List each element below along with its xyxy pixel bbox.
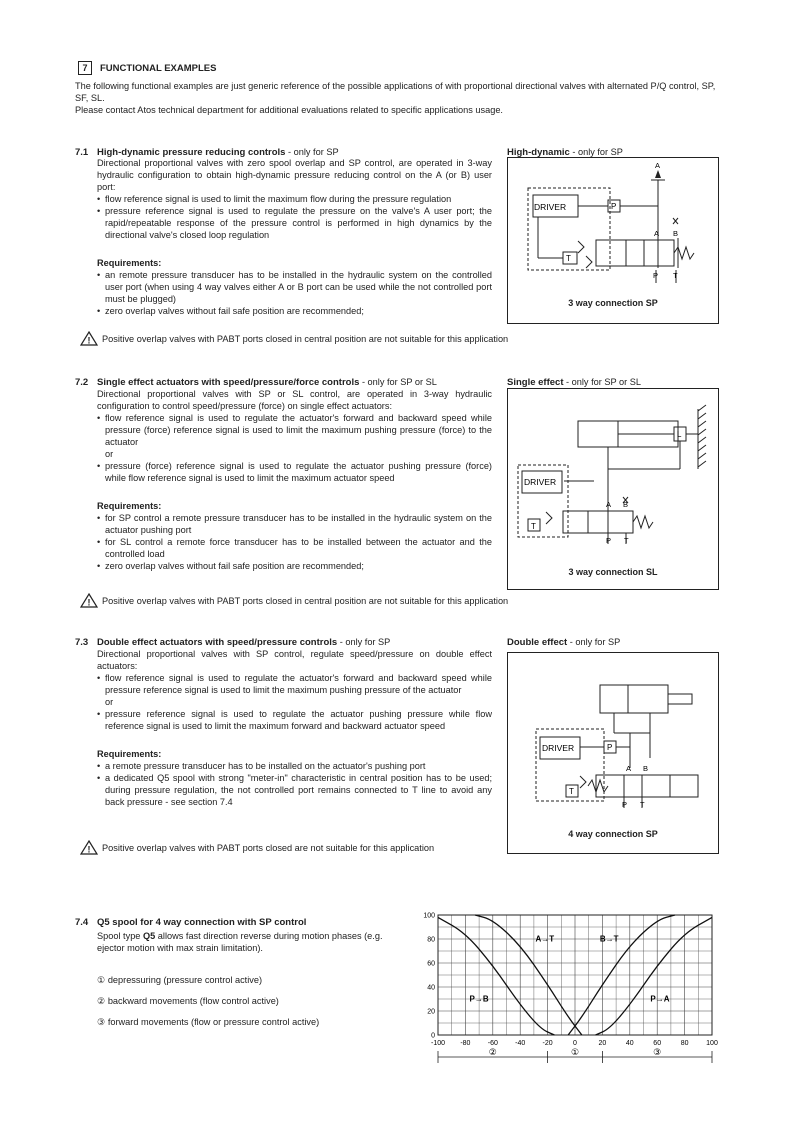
section-7-3-number: 7.3 xyxy=(75,637,89,648)
transducer-label: T xyxy=(566,254,571,263)
circled-number: ② xyxy=(97,996,106,1006)
x-tick-label: 20 xyxy=(598,1040,607,1047)
list-item: • pressure reference signal is used to regulate the pressure on the valve's A user port; the rapid/repeatable response of the pressure control is performed in high dynamics by the directional valve's closed loop regulation xyxy=(105,205,492,241)
section-7-1-body xyxy=(97,157,492,317)
figure-title: Single effect xyxy=(507,377,564,388)
x-tick-label: 40 xyxy=(625,1040,634,1047)
section-7-2-number: 7.2 xyxy=(75,377,89,388)
hydraulic-schematic-3way-sl xyxy=(508,389,718,589)
section-7-3-bullets-2 xyxy=(97,708,492,732)
section-7-4-number: 7.4 xyxy=(75,917,89,928)
section-7-2-title-suffix: - only for SP or SL xyxy=(359,377,437,387)
zone-label: ② xyxy=(488,1048,497,1058)
x-tick-label: 100 xyxy=(706,1040,718,1047)
list-item xyxy=(97,1016,387,1028)
section-7-2-warning xyxy=(80,593,508,608)
section-7-3-title: Double effect actuators with speed/pressure controls xyxy=(97,637,338,648)
figure-title: High-dynamic xyxy=(507,147,570,158)
port-t-label: T xyxy=(673,271,678,280)
port-b-label: B xyxy=(673,229,679,238)
port-t-label: T xyxy=(624,536,629,545)
figure-caption: 3 way connection SP xyxy=(568,298,658,308)
list-item xyxy=(97,974,387,986)
section-7-3-title-suffix: - only for SP xyxy=(337,637,391,647)
list-item: • flow reference signal is used to regulate the actuator's forward and backward speed while pressure reference signal is used to limit the maximum pushing pressure of the actuator xyxy=(105,672,492,696)
circled-number: ① xyxy=(97,975,106,985)
section-title: FUNCTIONAL EXAMPLES xyxy=(100,63,217,74)
port-a-top-label: A xyxy=(655,161,661,170)
transducer-label: T xyxy=(569,787,574,796)
list-item: • for SP control a remote pressure transducer has to be installed in the hydraulic system on the actuator pushing port xyxy=(105,512,492,536)
pressure-transducer-label: P xyxy=(611,202,617,211)
figure-title-suffix: - only for SP xyxy=(569,147,623,157)
list-item: • zero overlap valves without fail safe position are recommended; xyxy=(105,560,492,572)
svg-text:!: ! xyxy=(87,335,91,346)
list-item: • a remote pressure transducer has to be installed on the actuator's pushing port xyxy=(105,760,492,772)
list-item: • an remote pressure transducer has to be installed in the hydraulic system on the controlled user port (when using 4 way valves either A or B port can be used while the not controlled port must be plugged) xyxy=(105,269,492,305)
port-t-label: T xyxy=(640,800,645,809)
section-7-1-requirements xyxy=(97,269,492,317)
section-7-1-number: 7.1 xyxy=(75,147,89,158)
section-intro xyxy=(75,80,720,116)
x-tick-label: -100 xyxy=(430,1040,446,1047)
x-tick-label: -60 xyxy=(487,1040,498,1047)
section-7-2-bullets-2 xyxy=(97,460,492,484)
section-7-1-warning xyxy=(80,331,508,346)
annotation-label: P→B xyxy=(469,994,489,1004)
list-item xyxy=(97,995,387,1007)
section-header xyxy=(78,58,216,76)
figure-title-suffix: - only for SP or SL xyxy=(563,377,641,387)
section-7-3-warning xyxy=(80,840,434,855)
spool-type: Q5 xyxy=(142,931,156,941)
y-tick-label: 20 xyxy=(427,1008,435,1016)
para-pre: Spool type xyxy=(97,931,143,941)
svg-text:!: ! xyxy=(87,844,91,855)
x-tick-label: -40 xyxy=(515,1040,526,1047)
y-tick-label: 100 xyxy=(423,912,435,920)
port-a-label: A xyxy=(654,229,660,238)
port-b-label: B xyxy=(643,764,649,773)
x-tick-label: 60 xyxy=(653,1040,662,1047)
section-7-4-paragraph xyxy=(97,930,387,954)
annotation-label: B→T xyxy=(599,934,619,944)
x-tick-label: 0 xyxy=(573,1040,577,1047)
item-text: forward movements (flow or pressure control active) xyxy=(107,1017,320,1027)
section-7-3-paragraph: Directional proportional valves with SP control, regulate speed/pressure on double effect actuators: xyxy=(97,649,492,671)
warning-icon xyxy=(80,840,98,855)
list-item: • pressure (force) reference signal is used to regulate the actuator pushing pressure (force) while flow reference signal is used to limit the maximum actuator speed xyxy=(105,460,492,484)
port-p-label: P xyxy=(653,271,659,280)
y-tick-label: 60 xyxy=(427,960,435,968)
warning-text: Positive overlap valves with PABT ports closed in central position are not suitable for this application xyxy=(102,333,509,344)
port-p-label: P xyxy=(622,800,628,809)
figure-7-3-heading xyxy=(507,632,620,650)
item-text: depressuring (pressure control active) xyxy=(107,975,263,985)
section-7-1-title: High-dynamic pressure reducing controls xyxy=(97,147,286,158)
requirements-title: Requirements: xyxy=(97,258,162,268)
warning-icon xyxy=(80,593,98,608)
requirements-title: Requirements: xyxy=(97,501,162,511)
section-7-2-title: Single effect actuators with speed/pressure/force controls xyxy=(97,377,360,388)
section-7-2-paragraph: Directional proportional valves with SP or SL control, are operated in 3-way hydraulic configuration to control speed/pressure (force) on single effect actuators: xyxy=(97,389,492,411)
section-7-3-body xyxy=(97,648,492,808)
list-item: • a dedicated Q5 spool with strong "meter-in" characteristic in central position has to be used; during pressure regulation, the not controlled port remains connected to T line to avoid any back pressure - see section 7.4 xyxy=(105,772,492,808)
section-7-2-body xyxy=(97,388,492,572)
driver-label: DRIVER xyxy=(524,477,557,487)
annotation-label: P→A xyxy=(650,994,670,1004)
y-tick-label: 40 xyxy=(427,984,435,992)
port-a-label: A xyxy=(626,764,632,773)
port-a-label: A xyxy=(606,500,612,509)
transducer-label: T xyxy=(531,522,536,531)
driver-label: DRIVER xyxy=(542,743,575,753)
item-text: backward movements (flow control active) xyxy=(107,996,279,1006)
x-tick-label: -80 xyxy=(460,1040,471,1047)
y-tick-label: 80 xyxy=(427,936,435,944)
pressure-transducer-label: P xyxy=(607,743,613,752)
requirements-title: Requirements: xyxy=(97,749,162,759)
hydraulic-schematic-4way-sp xyxy=(508,653,718,853)
section-7-4-title: Q5 spool for 4 way connection with SP control xyxy=(97,917,307,928)
list-item: • pressure reference signal is used to regulate the actuator pushing pressure while flow reference signal is used to limit the maximum forward and backward actuator speed xyxy=(105,708,492,732)
q5-spool-chart xyxy=(420,905,725,1075)
figure-caption: 3 way connection SL xyxy=(568,567,658,577)
figure-caption: 4 way connection SP xyxy=(568,829,658,839)
para-post: allows fast direction reverse during motion phases (e.g. ejector motion with max strain limitation). xyxy=(97,931,383,953)
svg-text:!: ! xyxy=(87,597,91,608)
list-item: • zero overlap valves without fail safe position are recommended; xyxy=(105,305,492,317)
section-7-1-paragraph: Directional proportional valves with zero spool overlap and SP control, are operated in 3-way hydraulic configuration to obtain high-dynamic pressure reducing control on the A (or B) user port: xyxy=(97,158,492,192)
figure-title-suffix: - only for SP xyxy=(567,637,621,647)
circled-number: ③ xyxy=(97,1017,106,1027)
figure-title: Double effect xyxy=(507,637,568,648)
driver-label: DRIVER xyxy=(534,202,567,212)
section-7-3-requirements xyxy=(97,760,492,808)
figure-7-1 xyxy=(507,157,719,324)
list-item: • for SL control a remote force transducer has to be installed between the actuator and the controlled load xyxy=(105,536,492,560)
section-7-3-bullets xyxy=(97,672,492,696)
section-7-2-requirements xyxy=(97,512,492,572)
y-tick-label: 0 xyxy=(431,1032,435,1040)
zone-label: ① xyxy=(570,1048,580,1058)
zone-label: ③ xyxy=(653,1048,662,1058)
annotation-label: A→T xyxy=(535,934,555,944)
section-number: 7 xyxy=(78,61,92,75)
section-7-4-body xyxy=(97,930,387,1028)
warning-icon xyxy=(80,331,98,346)
section-7-1-bullets xyxy=(97,193,492,241)
list-item: • flow reference signal is used to limit the maximum flow during the pressure regulation xyxy=(105,193,492,205)
figure-7-2 xyxy=(507,388,719,590)
section-7-2-bullets xyxy=(97,412,492,448)
x-tick-label: 80 xyxy=(680,1040,689,1047)
warning-text: Positive overlap valves with PABT ports closed in central position are not suitable for this application xyxy=(102,595,509,606)
or-text: or xyxy=(105,697,114,707)
list-item: • flow reference signal is used to regulate the actuator's forward and backward speed while pressure (force) reference signal is used to limit the maximum pushing pressure (force) to the actuator xyxy=(105,412,492,448)
figure-7-3 xyxy=(507,652,719,854)
or-text: or xyxy=(105,449,114,459)
port-b-label: B xyxy=(623,500,629,509)
x-tick-label: -20 xyxy=(542,1040,553,1047)
port-p-label: P xyxy=(606,536,612,545)
section-7-1-title-suffix: - only for SP xyxy=(285,147,339,157)
intro-paragraph-1: The following functional examples are just generic reference of the possible applications of with proportional directional valves with alternated P/Q control, SP, SF, SL. xyxy=(75,81,716,103)
warning-text: Positive overlap valves with PABT ports closed are not suitable for this application xyxy=(102,842,435,853)
intro-paragraph-2: Please contact Atos technical department for additional evaluations related to specific applications usage. xyxy=(75,105,503,115)
load-transducer-label: L xyxy=(677,430,682,439)
section-7-4-heading xyxy=(75,912,306,930)
